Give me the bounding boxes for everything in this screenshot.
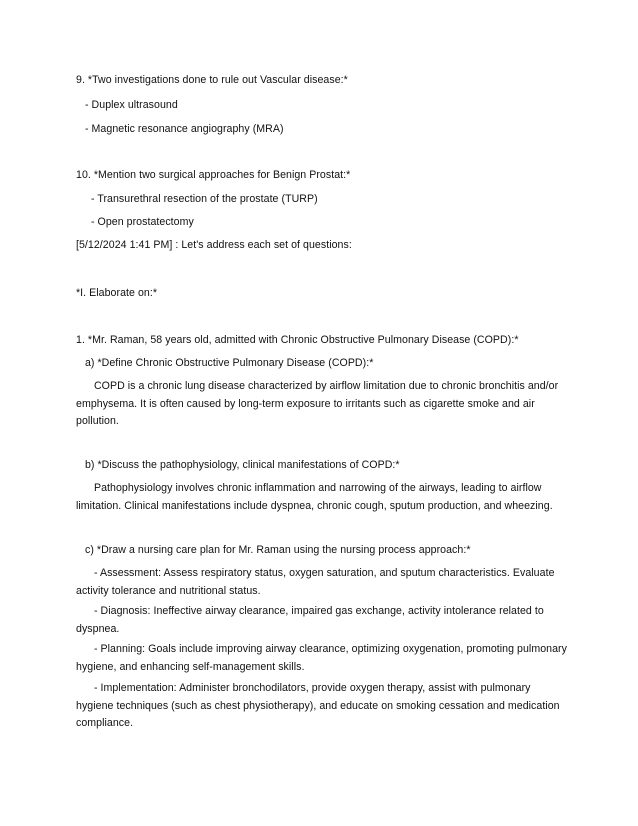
list-item: - Transurethral resection of the prostate (TURP) — [76, 193, 318, 205]
question-9-heading: 9. *Two investigations done to rule out Vascular disease:* — [76, 74, 348, 86]
care-plan-item: - Planning: Goals include improving airway clearance, optimizing oxygenation, promoting pulmonary hygiene, and enhancing self-management skills. — [76, 643, 570, 673]
list-item: - Duplex ultrasound — [76, 99, 178, 111]
care-plan-item: - Diagnosis: Ineffective airway clearance, impaired gas exchange, activity intolerance related to dyspnea. — [76, 605, 547, 635]
subquestion-c-heading: c) *Draw a nursing care plan for Mr. Raman using the nursing process approach:* — [76, 544, 471, 556]
section-heading: *I. Elaborate on:* — [76, 287, 157, 299]
question-10-heading: 10. *Mention two surgical approaches for Benign Prostat:* — [76, 169, 351, 181]
care-plan-item: - Implementation: Administer bronchodilators, provide oxygen therapy, assist with pulmonary hygiene techniques (such as chest physiotherapy), and educate on smoking cessation and medication compliance. — [76, 682, 563, 729]
subquestion-b-heading: b) *Discuss the pathophysiology, clinical manifestations of COPD:* — [76, 459, 400, 471]
question-1-heading: 1. *Mr. Raman, 58 years old, admitted with Chronic Obstructive Pulmonary Disease (COPD):* — [76, 334, 519, 346]
answer-paragraph: Pathophysiology involves chronic inflammation and narrowing of the airways, leading to airflow limitation. Clinical manifestations include dyspnea, chronic cough, sputum production, and wheezing. — [76, 482, 553, 512]
list-item: - Magnetic resonance angiography (MRA) — [76, 123, 284, 135]
answer-paragraph: COPD is a chronic lung disease characterized by airflow limitation due to chronic bronchitis and/or emphysema. It is often caused by long-term exposure to irritants such as cigarette smoke and air pollution. — [76, 380, 562, 427]
list-item: - Open prostatectomy — [76, 216, 194, 228]
message-timestamp-line: [5/12/2024 1:41 PM] : Let's address each set of questions: — [76, 239, 352, 251]
subquestion-a-heading: a) *Define Chronic Obstructive Pulmonary Disease (COPD):* — [76, 357, 374, 369]
care-plan-item: - Assessment: Assess respiratory status, oxygen saturation, and sputum characteristics. Evaluate activity tolerance and nutritional status. — [76, 567, 558, 597]
